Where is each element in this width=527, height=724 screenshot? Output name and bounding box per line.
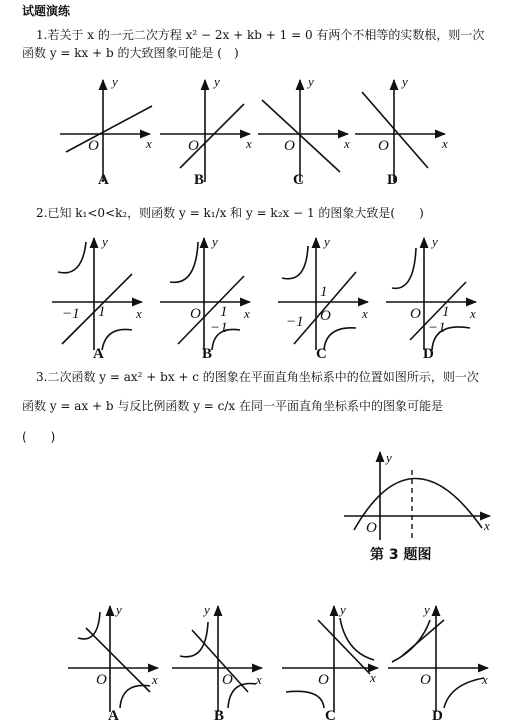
origin-label: O [222,672,233,688]
x-axis-label: x [482,672,488,687]
option-d-label: D [423,346,434,362]
y-axis-label: y [432,234,438,249]
y-axis-label: y [424,602,430,617]
figure-caption: 第 3 题图 [370,547,432,563]
y-axis-label: y [402,74,408,89]
tick-label: −1 [428,320,446,336]
question-2-figures [0,232,527,362]
q3-option-a-graph[interactable] [68,602,158,724]
question-3-figures [0,600,527,724]
x-axis-label: x [244,306,250,321]
q2-option-c-graph[interactable] [278,234,368,362]
q1-option-d-graph[interactable] [355,74,448,188]
option-a-label: A [98,172,109,188]
tick-label: −1 [286,314,304,330]
option-c-label: C [293,172,304,188]
y-axis-label: y [116,602,122,617]
option-a-label: A [108,708,119,724]
option-a-label: A [93,346,104,362]
y-axis-label: y [308,74,314,89]
question-3-text-cont: 函数 y = ax + b 与反比例函数 y = c/x 在同一平面直角坐标系中的图象可能是 [22,399,444,413]
tick-label: 1 [442,304,450,320]
tick-label: −1 [210,320,228,336]
tick-label: −1 [62,306,80,322]
x-axis-label: x [344,136,350,151]
y-axis-label: y [212,234,218,249]
origin-label: O [318,672,329,688]
q2-option-d-graph[interactable] [386,234,476,362]
origin-label: O [190,306,201,322]
q3-option-c-graph[interactable] [282,602,378,724]
question-1-text-cont: 函数 y = kx + b 的大致图象可能是 ( ) [22,46,239,60]
q3-option-d-graph[interactable] [388,602,488,724]
x-axis-label: x [442,136,448,151]
x-axis-label: x [362,306,368,321]
section-title: 试题演练 [22,4,71,18]
x-axis-label: x [470,306,476,321]
tick-label: 1 [320,284,328,300]
x-axis-label: x [246,136,252,151]
y-axis-label: y [204,602,210,617]
question-3-answer-paren: ( ) [22,430,56,444]
q2-option-a-graph[interactable] [52,234,142,362]
option-d-label: D [387,172,398,188]
tick-label: 1 [220,304,228,320]
x-axis-label: x [370,670,376,685]
origin-label: O [420,672,431,688]
question-3-text: 3.二次函数 y = ax² + bx + c 的图象在平面直角坐标系中的位置如图所示，则一次 [36,370,479,384]
option-b-label: B [214,708,225,724]
y-axis-label: y [386,450,392,465]
question-1-text: 1.若关于 x 的一元二次方程 x² − 2x + kb + 1 = 0 有两个不相等的实数根，则一次 [36,28,485,42]
tick-label: 1 [98,304,106,320]
origin-label: O [188,138,199,154]
origin-label: O [284,138,295,154]
y-axis-label: y [102,234,108,249]
question-3-reference-figure [340,448,500,542]
origin-label: O [96,672,107,688]
x-axis-label: x [152,672,158,687]
q2-option-b-graph[interactable] [160,234,250,362]
origin-label: O [410,306,421,322]
y-axis-label: y [112,74,118,89]
origin-label: O [378,138,389,154]
q3-option-b-graph[interactable] [172,602,262,724]
origin-label: O [88,138,99,154]
x-axis-label: x [256,672,262,687]
y-axis-label: y [324,234,330,249]
option-b-label: B [194,172,205,188]
option-c-label: C [316,346,327,362]
x-axis-label: x [484,518,490,533]
origin-label: O [366,520,377,536]
origin-label: O [320,308,331,324]
q1-option-b-graph[interactable] [160,74,252,188]
option-d-label: D [432,708,443,724]
option-b-label: B [202,346,213,362]
x-axis-label: x [146,136,152,151]
y-axis-label: y [340,602,346,617]
question-2-text: 2.已知 k₁<0<k₂，则函数 y = k₁/x 和 y = k₂x − 1 的图象大致是( ) [36,206,424,220]
y-axis-label: y [214,74,220,89]
q1-option-a-graph[interactable] [60,74,152,188]
option-c-label: C [325,708,336,724]
question-1-figures [0,70,527,198]
x-axis-label: x [136,306,142,321]
q1-option-c-graph[interactable] [258,74,350,188]
